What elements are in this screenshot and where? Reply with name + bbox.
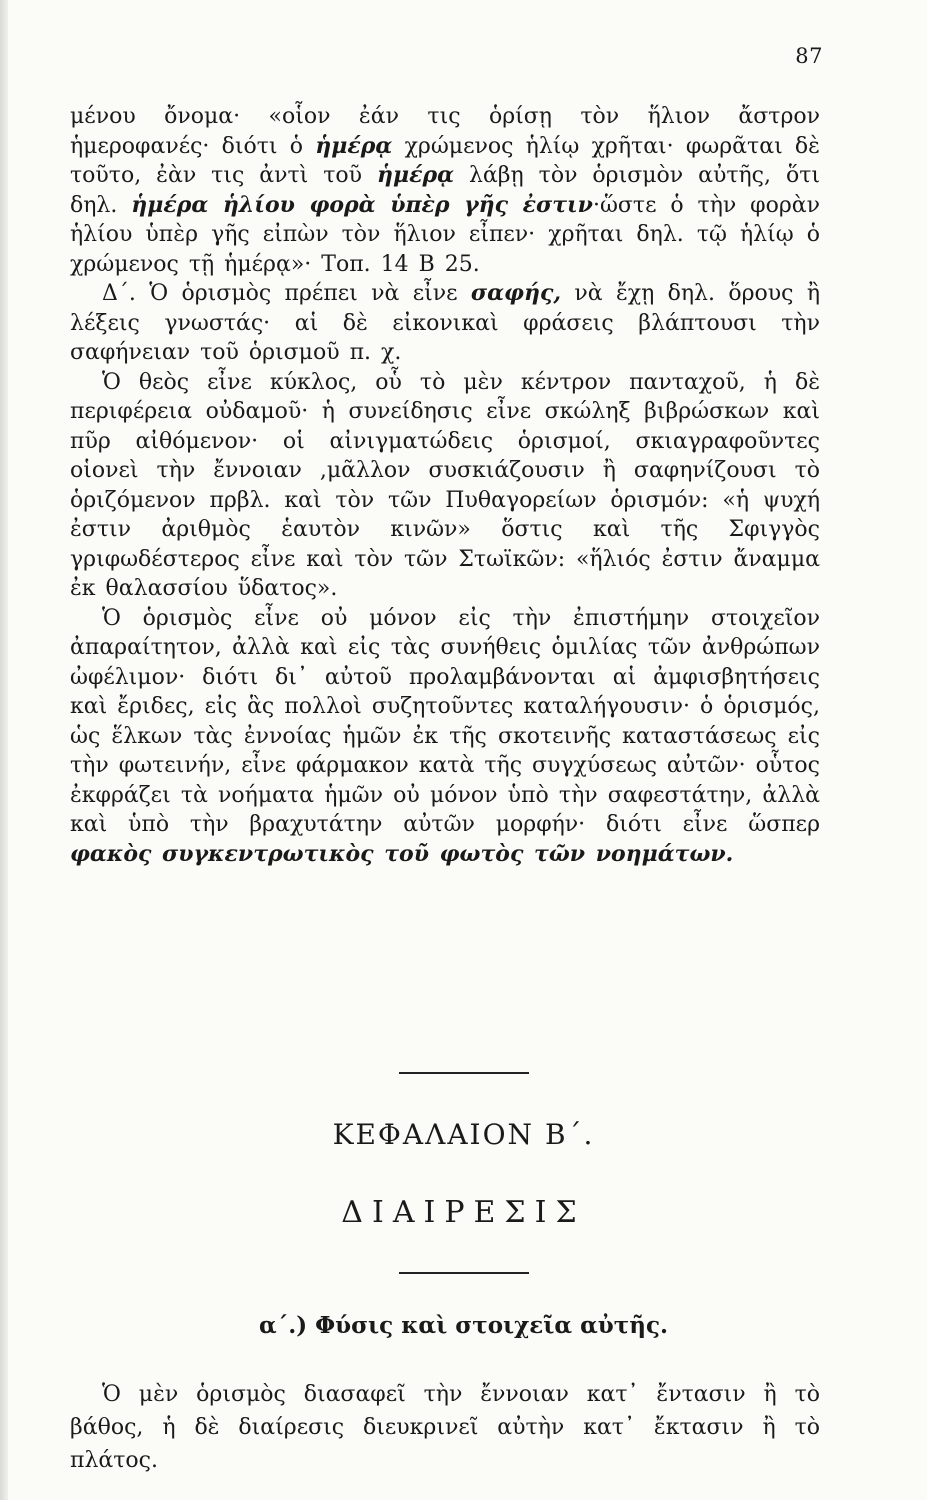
text-run: μένου ὄνομα· «οἷον ἐάν τις ὁρίσῃ τὸν ἥλιον ἄστρον ἡμεροφανές· διότι ὁ — [70, 104, 820, 159]
text-run: λάβῃ τὸν ὁρισμὸν αὐτῆς, ὅτι δηλ. — [70, 163, 821, 218]
final-text — [70, 1378, 820, 1477]
text-run: ·ὥστε ὁ τὴν φορὰν ἡλίου ὑπὲρ γῆς εἰπὼν τὸν ἥλιον εἶπεν· χρῆται δηλ. τῷ ἡλίῳ ὁ χρώμενος τῇ ἡμέρᾳ»· Τοπ. 14 Β 25. — [70, 192, 820, 277]
emphasis-text: ἡμέρᾳ — [376, 162, 455, 188]
page-number: 87 — [795, 44, 823, 68]
chapter-heading: ΚΕΦΑΛΑΙΟΝ Β΄. — [332, 1118, 595, 1151]
subsection-title: α΄.) Φύσις καὶ στοιχεῖα αὐτῆς. — [259, 1312, 668, 1339]
text-run: Δ΄. Ὁ ὁρισμὸς πρέπει νὰ εἶνε — [102, 281, 471, 306]
text-run: νὰ ἔχῃ δηλ. ὅρους ἢ λέξεις γνωστάς· αἱ δὲ εἰκονικαὶ φράσεις βλάπτουσι τὴν σαφήνειαν τοῦ ὁρισμοῦ π. χ. — [70, 281, 820, 365]
section-title: ΔΙΑΙΡΕΣΙΣ — [341, 1195, 586, 1230]
emphasis-text: σαφής, — [470, 280, 562, 306]
emphasis-text: ἡμέρα ἡλίου φορὰ ὑπὲρ γῆς ἐστιν — [131, 191, 593, 218]
text-run: χρώμενος ἡλίῳ χρῆται· φωρᾶται δὲ τοῦτο, ἐὰν τις ἀντὶ τοῦ — [70, 133, 820, 188]
separator-rule-bottom — [399, 1272, 529, 1274]
text-run: Ὁ ὁρισμὸς εἶνε οὐ μόνον εἰς τὴν ἐπιστήμην στοιχεῖον ἀπαραίτητον, ἀλλὰ καὶ εἰς τὰς συνήθεις ὁμιλίας τῶν ἀνθρώπων ὠφέλιμον· διότι δι᾽ αὐτοῦ προλαμβάνονται αἱ ἀμφισβητήσεις καὶ ἔριδες, εἰς ἃς πολλοὶ συζητοῦντες καταλήγουσιν· ὁ ὁρισμός, ὡς ἕλκων τὰς ἐννοίας ἡμῶν ἐκ τῆς σκοτεινῆς καταστάσεως εἰς τὴν φωτεινήν, εἶνε φάρμακον κατὰ τῆς συγχύσεως αὐτῶν· οὗτος ἐκφράζει τὰ νοήματα ἡμῶν οὐ μόνον ὑπὸ τὴν σαφεστάτην, ἀλλὰ καὶ ὑπὸ τὴν βραχυτάτην αὐτῶν μορφήν· διότι εἶνε ὥσπερ — [70, 605, 820, 837]
paragraph — [70, 279, 820, 368]
paragraph — [70, 368, 820, 604]
final-paragraph: Ὁ μὲν ὁρισμὸς διασαφεῖ τὴν ἔννοιαν κατ᾽ ἔντασιν ἢ τὸ βάθος, ἡ δὲ διαίρεσις διευκρινεῖ αὐτὴν κατ᾽ ἔκτασιν ἢ τὸ πλάτος. — [70, 1382, 820, 1473]
body-text — [70, 102, 820, 869]
emphasis-text: ἡμέρᾳ — [315, 132, 393, 159]
paragraph — [70, 604, 820, 870]
text-run: Ὁ θεὸς εἶνε κύκλος, οὗ τὸ μὲν κέντρον πανταχοῦ, ἡ δὲ περιφέρεια οὐδαμοῦ· ἡ συνείδησις εἶνε σκώληξ βιβρώσκων καὶ πῦρ αἰθόμενον· οἱ αἰνιγματώδεις ὁρισμοί, σκιαγραφοῦντες οἱονεὶ τὴν ἔννοιαν ,μᾶλλον συσκιάζουσιν ἢ σαφηνίζουσι τὸ ὁριζόμενον πρβλ. καὶ τὸν τῶν Πυθαγορείων ὁρισμόν: «ἡ ψυχή ἐστιν ἀριθμὸς ἑαυτὸν κινῶν» ὅστις καὶ τῆς Σφιγγὸς γριφωδέστερος εἶνε καὶ τὸν τῶν Στωϊκῶν: «ἥλιός ἐστιν ἄναμμα ἐκ θαλασσίου ὕδατος». — [70, 369, 820, 601]
paragraph — [70, 102, 820, 279]
page-spine-shadow — [0, 0, 8, 1500]
separator-rule-top — [399, 1072, 529, 1074]
emphasis-text: φακὸς συγκεντρωτικὸς τοῦ φωτὸς τῶν νοημάτων. — [70, 840, 734, 867]
